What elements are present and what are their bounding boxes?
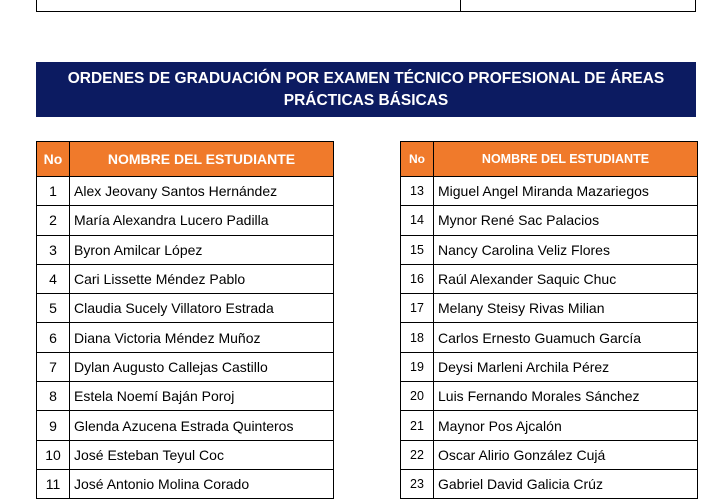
table-row [37, 177, 334, 206]
table-row [37, 323, 334, 352]
header-no: No [37, 142, 70, 177]
table-row [37, 264, 334, 293]
table-row [37, 294, 334, 323]
header-student-name: NOMBRE DEL ESTUDIANTE [70, 142, 334, 177]
table-row [37, 469, 334, 498]
row-number: 15 [401, 235, 434, 264]
student-name: Gabriel David Galicia Crúz [434, 469, 698, 498]
table-row [401, 294, 698, 323]
student-name: Estela Noemí Baján Poroj [70, 382, 334, 411]
student-name: Melany Steisy Rivas Milian [434, 294, 698, 323]
student-name: Nancy Carolina Veliz Flores [434, 235, 698, 264]
banner-title: ORDENES DE GRADUACIÓN POR EXAMEN TÉCNICO PROFESIONAL DE ÁREAS PRÁCTICAS BÁSICAS [67, 69, 665, 109]
student-name: Miguel Angel Miranda Mazariegos [434, 177, 698, 206]
table-row [401, 206, 698, 235]
student-name: Maynor Pos Ajcalón [434, 411, 698, 440]
right-student-table [400, 141, 698, 499]
row-number: 21 [401, 411, 434, 440]
table-row [401, 469, 698, 498]
row-number: 19 [401, 352, 434, 381]
row-number: 9 [37, 411, 70, 440]
row-number: 7 [37, 352, 70, 381]
row-number: 11 [37, 469, 70, 498]
student-name: Alex Jeovany Santos Hernández [70, 177, 334, 206]
row-number: 18 [401, 323, 434, 352]
student-name: Luis Fernando Morales Sánchez [434, 382, 698, 411]
row-number: 6 [37, 323, 70, 352]
student-name: Byron Amilcar López [70, 235, 334, 264]
table-row [401, 352, 698, 381]
student-name: Raúl Alexander Saquic Chuc [434, 264, 698, 293]
row-number: 3 [37, 235, 70, 264]
left-student-table [36, 141, 334, 499]
student-name: Oscar Alirio González Cujá [434, 440, 698, 469]
student-name: José Antonio Molina Corado [70, 469, 334, 498]
table-row [401, 177, 698, 206]
student-name: Mynor René Sac Palacios [434, 206, 698, 235]
student-name: Diana Victoria Méndez Muñoz [70, 323, 334, 352]
table-row [37, 440, 334, 469]
row-number: 1 [37, 177, 70, 206]
row-number: 22 [401, 440, 434, 469]
row-number: 17 [401, 294, 434, 323]
row-number: 14 [401, 206, 434, 235]
table-row [37, 235, 334, 264]
table-row [401, 264, 698, 293]
table-row [401, 440, 698, 469]
student-name: Claudia Sucely Villatoro Estrada [70, 294, 334, 323]
student-name: Deysi Marleni Archila Pérez [434, 352, 698, 381]
table-header-row [401, 142, 698, 177]
row-number: 2 [37, 206, 70, 235]
table-row [401, 235, 698, 264]
student-name: Cari Lissette Méndez Pablo [70, 264, 334, 293]
row-number: 5 [37, 294, 70, 323]
table-row [37, 411, 334, 440]
student-name: Dylan Augusto Callejas Castillo [70, 352, 334, 381]
table-row [401, 323, 698, 352]
row-number: 8 [37, 382, 70, 411]
row-number: 23 [401, 469, 434, 498]
student-name: Carlos Ernesto Guamuch García [434, 323, 698, 352]
table-row [37, 206, 334, 235]
header-no: No [401, 142, 434, 177]
table-row [401, 411, 698, 440]
table-row [37, 382, 334, 411]
table-row [37, 352, 334, 381]
row-number: 20 [401, 382, 434, 411]
student-name: María Alexandra Lucero Padilla [70, 206, 334, 235]
column-divider [460, 0, 461, 11]
student-name: José Esteban Teyul Coc [70, 440, 334, 469]
table-header-row [37, 142, 334, 177]
student-name: Glenda Azucena Estrada Quinteros [70, 411, 334, 440]
table-row [401, 382, 698, 411]
section-banner [36, 62, 696, 117]
previous-table-bottom [36, 0, 696, 12]
header-student-name: NOMBRE DEL ESTUDIANTE [434, 142, 698, 177]
row-number: 10 [37, 440, 70, 469]
row-number: 13 [401, 177, 434, 206]
row-number: 4 [37, 264, 70, 293]
row-number: 16 [401, 264, 434, 293]
